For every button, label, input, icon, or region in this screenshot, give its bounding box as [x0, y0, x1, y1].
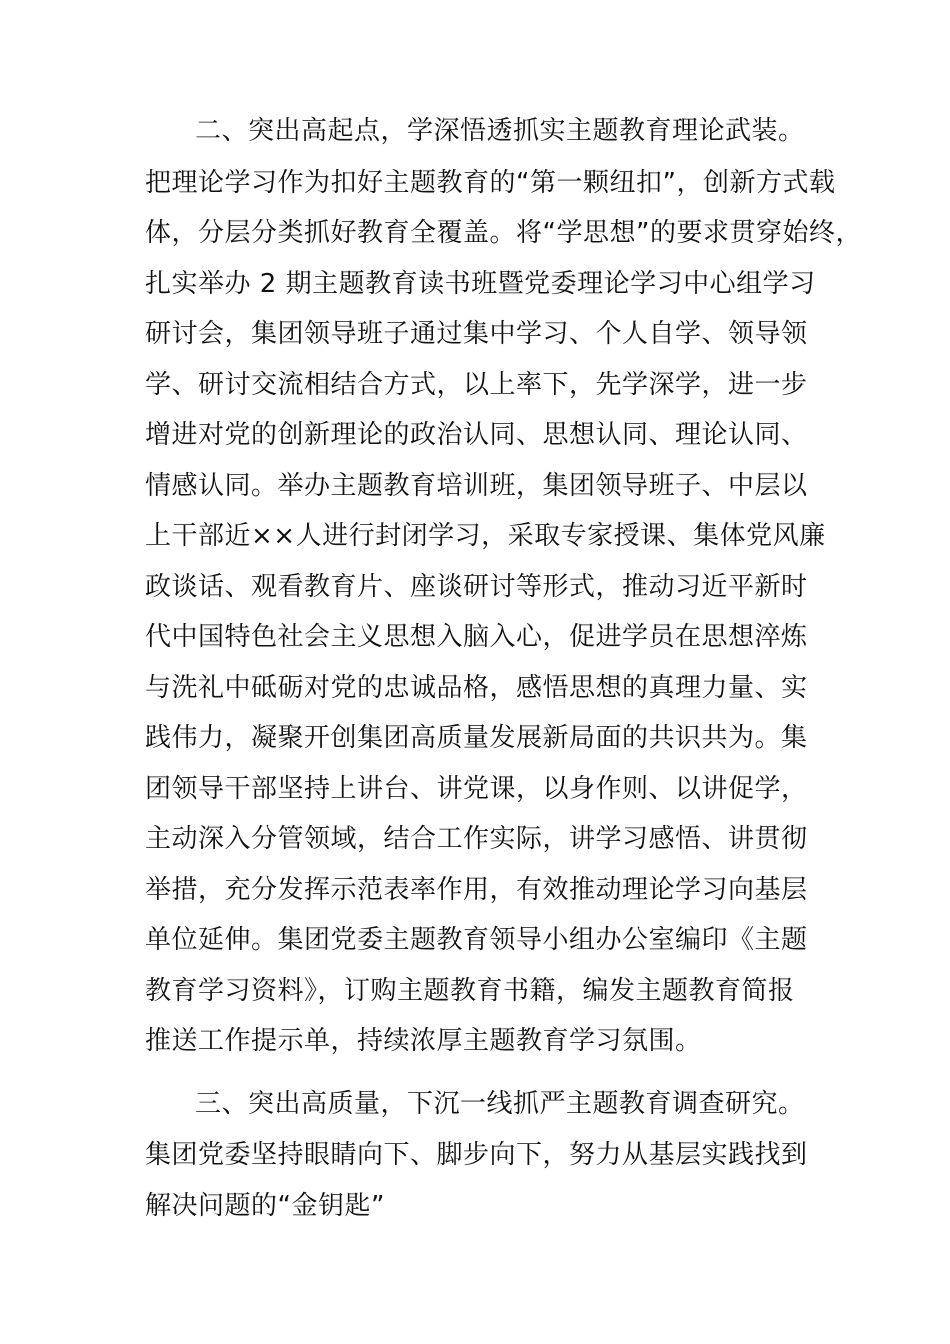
paragraph-line: 与洗礼中砥砺对党的忠诚品格，感悟思想的真理力量、实: [145, 673, 808, 703]
paragraph-2-heading-line: 二、突出高起点，学深悟透抓实主题教育理论武装。: [195, 116, 805, 146]
paragraph-line: 举措，充分发挥示范表率作用，有效推动理论学习向基层: [145, 875, 808, 905]
paragraph-line: 把理论学习作为扣好主题教育的“第一颗纽扣”，创新方式载: [145, 168, 836, 198]
paragraph-line: 扎实举办 2 期主题教育读书班暨党委理论学习中心组学习: [145, 269, 816, 299]
paragraph-line: 团领导干部坚持上讲台、讲党课，以身作则、以讲促学，: [145, 774, 808, 804]
paragraph-line: 研讨会，集团领导班子通过集中学习、个人自学、领导领: [145, 319, 808, 349]
paragraph-line: 践伟力，凝聚开创集团高质量发展新局面的共识共为。集: [145, 723, 808, 753]
paragraph-line: 教育学习资料》，订购主题教育书籍，编发主题教育简报: [145, 976, 795, 1006]
paragraph-line: 体，分层分类抓好教育全覆盖。将“学思想”的要求贯穿始终，: [145, 218, 862, 248]
paragraph-3-heading-line: 三、突出高质量，下沉一线抓严主题教育调查研究。: [195, 1089, 805, 1119]
paragraph-line: 代中国特色社会主义思想入脑入心，促进学员在思想淬炼: [145, 622, 808, 652]
paragraph-line: 解决问题的“金钥匙”: [145, 1191, 385, 1221]
paragraph-line: 集团党委坚持眼睛向下、脚步向下，努力从基层实践找到: [145, 1140, 808, 1170]
paragraph-line: 政谈话、观看教育片、座谈研讨等形式，推动习近平新时: [145, 572, 808, 602]
paragraph-line: 上干部近××人进行封闭学习，采取专家授课、集体党风廉: [145, 521, 826, 551]
paragraph-line: 推送工作提示单，持续浓厚主题教育学习氛围。: [145, 1026, 702, 1056]
paragraph-line: 主动深入分管领域，结合工作实际，讲学习感悟、讲贯彻: [145, 824, 808, 854]
paragraph-line: 情感认同。举办主题教育培训班，集团领导班子、中层以: [145, 471, 808, 501]
paragraph-line: 增进对党的创新理论的政治认同、思想认同、理论认同、: [145, 420, 808, 450]
paragraph-line: 学、研讨交流相结合方式，以上率下，先学深学，进一步: [145, 370, 808, 400]
paragraph-line: 单位延伸。集团党委主题教育领导小组办公室编印《主题: [145, 925, 808, 955]
